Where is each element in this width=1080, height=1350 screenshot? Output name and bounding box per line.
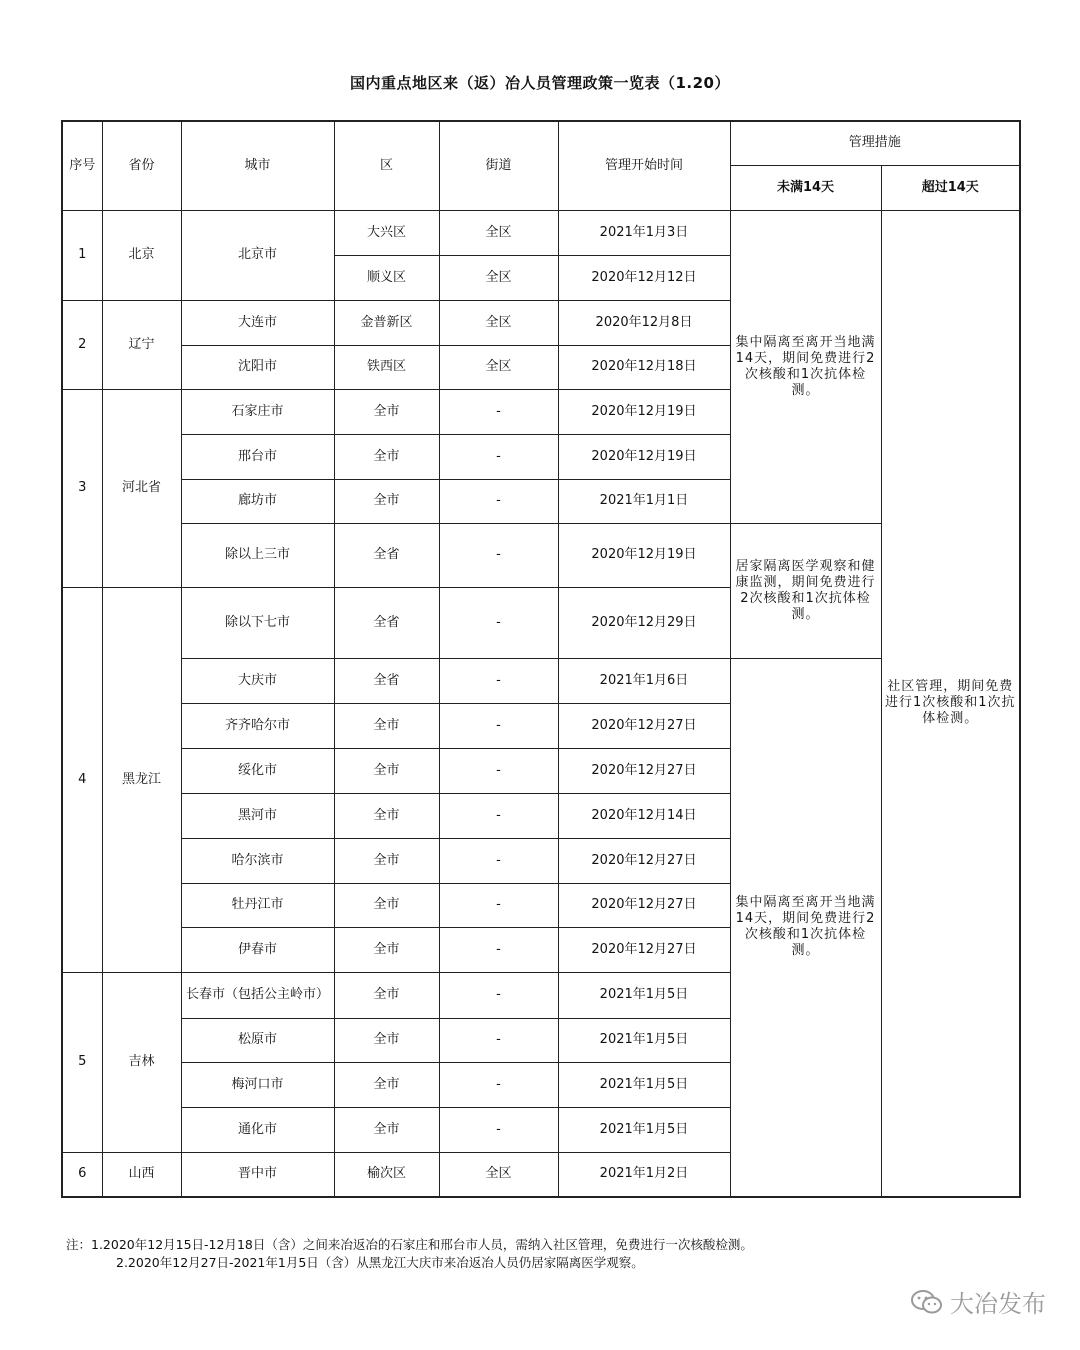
street-cell: -: [439, 1107, 558, 1152]
district-cell: 全市: [334, 1062, 439, 1107]
table-row: [62, 210, 1020, 255]
city-cell: 哈尔滨市: [181, 838, 334, 883]
district-cell: 全市: [334, 838, 439, 883]
street-cell: -: [439, 658, 558, 703]
province-cell: 吉林: [102, 972, 181, 1152]
date-cell: 2020年12月19日: [558, 389, 730, 434]
header-start-time: 管理开始时间: [558, 121, 730, 210]
street-cell: -: [439, 793, 558, 838]
street-cell: -: [439, 972, 558, 1018]
street-cell: 全区: [439, 345, 558, 389]
date-cell: 2020年12月27日: [558, 927, 730, 972]
date-cell: 2021年1月1日: [558, 479, 730, 523]
street-cell: -: [439, 1018, 558, 1062]
seq-cell: 1: [62, 210, 102, 300]
city-cell: 廊坊市: [181, 479, 334, 523]
province-cell: 北京: [102, 210, 181, 300]
date-cell: 2021年1月5日: [558, 1107, 730, 1152]
watermark-text: 大冶发布: [950, 1290, 1046, 1318]
date-cell: 2020年12月12日: [558, 255, 730, 300]
district-cell: 铁西区: [334, 345, 439, 389]
city-cell: 石家庄市: [181, 389, 334, 434]
date-cell: 2021年1月5日: [558, 1018, 730, 1062]
street-cell: 全区: [439, 255, 558, 300]
street-cell: -: [439, 479, 558, 523]
province-cell: 辽宁: [102, 300, 181, 389]
street-cell: -: [439, 748, 558, 793]
district-cell: 金普新区: [334, 300, 439, 345]
measure-centralized-a: 集中隔离至离开当地满14天，期间免费进行2次核酸和1次抗体检测。: [730, 210, 881, 523]
measure-home: 居家隔离医学观察和健康监测，期间免费进行2次核酸和1次抗体检测。: [730, 523, 881, 658]
street-cell: -: [439, 587, 558, 658]
district-cell: 全省: [334, 523, 439, 587]
seq-cell: 3: [62, 389, 102, 587]
date-cell: 2020年12月27日: [558, 883, 730, 927]
district-cell: 全市: [334, 748, 439, 793]
city-cell: 黑河市: [181, 793, 334, 838]
street-cell: -: [439, 523, 558, 587]
city-cell: 长春市（包括公主岭市）: [181, 972, 334, 1018]
city-cell: 晋中市: [181, 1152, 334, 1197]
street-cell: -: [439, 838, 558, 883]
city-cell: 通化市: [181, 1107, 334, 1152]
district-cell: 全市: [334, 434, 439, 479]
province-cell: 河北省: [102, 389, 181, 587]
province-cell: 黑龙江: [102, 587, 181, 972]
date-cell: 2021年1月3日: [558, 210, 730, 255]
date-cell: 2020年12月19日: [558, 434, 730, 479]
date-cell: 2020年12月8日: [558, 300, 730, 345]
header-over-14-days: 超过14天: [881, 165, 1020, 210]
street-cell: -: [439, 703, 558, 748]
date-cell: 2021年1月5日: [558, 972, 730, 1018]
header-province: 省份: [102, 121, 181, 210]
street-cell: -: [439, 389, 558, 434]
footnote-1: 注：1.2020年12月15日-12月18日（含）之间来冶返冶的石家庄和邢台市人员，需纳入社区管理，免费进行一次核酸检测。: [66, 1237, 753, 1252]
street-cell: 全区: [439, 1152, 558, 1197]
seq-cell: 5: [62, 972, 102, 1152]
district-cell: 全市: [334, 1018, 439, 1062]
city-cell: 沈阳市: [181, 345, 334, 389]
measure-centralized-b: 集中隔离至离开当地满14天，期间免费进行2次核酸和1次抗体检测。: [730, 658, 881, 1197]
city-cell: 大连市: [181, 300, 334, 345]
city-cell: 齐齐哈尔市: [181, 703, 334, 748]
date-cell: 2021年1月5日: [558, 1062, 730, 1107]
city-cell: 北京市: [181, 210, 334, 300]
district-cell: 全市: [334, 972, 439, 1018]
date-cell: 2020年12月14日: [558, 793, 730, 838]
district-cell: 顺义区: [334, 255, 439, 300]
watermark: [910, 1284, 1046, 1319]
date-cell: 2020年12月27日: [558, 703, 730, 748]
header-district: 区: [334, 121, 439, 210]
district-cell: 全市: [334, 1107, 439, 1152]
street-cell: 全区: [439, 300, 558, 345]
seq-cell: 2: [62, 300, 102, 389]
header-street: 街道: [439, 121, 558, 210]
footnote-2: 2.2020年12月27日-2021年1月5日（含）从黑龙江大庆市来冶返冶人员仍居家隔离医学观察。: [116, 1255, 644, 1270]
policy-table: [61, 120, 1021, 1198]
city-cell: 伊春市: [181, 927, 334, 972]
district-cell: 全省: [334, 587, 439, 658]
street-cell: -: [439, 1062, 558, 1107]
header-measures: 管理措施: [730, 121, 1020, 165]
district-cell: 全市: [334, 703, 439, 748]
date-cell: 2020年12月29日: [558, 587, 730, 658]
header-city: 城市: [181, 121, 334, 210]
header-under-14-days: 未满14天: [730, 165, 881, 210]
wechat-icon: [910, 1289, 944, 1315]
city-cell: 梅河口市: [181, 1062, 334, 1107]
district-cell: 全市: [334, 389, 439, 434]
seq-cell: 6: [62, 1152, 102, 1197]
date-cell: 2021年1月2日: [558, 1152, 730, 1197]
district-cell: 全市: [334, 883, 439, 927]
measure-community: 社区管理，期间免费进行1次核酸和1次抗体检测。: [881, 210, 1020, 1197]
district-cell: 大兴区: [334, 210, 439, 255]
city-cell: 除以上三市: [181, 523, 334, 587]
district-cell: 全省: [334, 658, 439, 703]
city-cell: 绥化市: [181, 748, 334, 793]
city-cell: 大庆市: [181, 658, 334, 703]
street-cell: -: [439, 883, 558, 927]
street-cell: -: [439, 434, 558, 479]
city-cell: 松原市: [181, 1018, 334, 1062]
city-cell: 邢台市: [181, 434, 334, 479]
city-cell: 除以下七市: [181, 587, 334, 658]
street-cell: -: [439, 927, 558, 972]
district-cell: 全市: [334, 793, 439, 838]
district-cell: 榆次区: [334, 1152, 439, 1197]
province-cell: 山西: [102, 1152, 181, 1197]
table-row: [62, 658, 1020, 703]
date-cell: 2021年1月6日: [558, 658, 730, 703]
city-cell: 牡丹江市: [181, 883, 334, 927]
street-cell: 全区: [439, 210, 558, 255]
header-seq: 序号: [62, 121, 102, 210]
district-cell: 全市: [334, 479, 439, 523]
date-cell: 2020年12月27日: [558, 748, 730, 793]
table-row: [62, 523, 1020, 587]
date-cell: 2020年12月27日: [558, 838, 730, 883]
date-cell: 2020年12月18日: [558, 345, 730, 389]
district-cell: 全市: [334, 927, 439, 972]
date-cell: 2020年12月19日: [558, 523, 730, 587]
seq-cell: 4: [62, 587, 102, 972]
page-title: 国内重点地区来（返）冶人员管理政策一览表（1.20）: [349, 74, 730, 92]
